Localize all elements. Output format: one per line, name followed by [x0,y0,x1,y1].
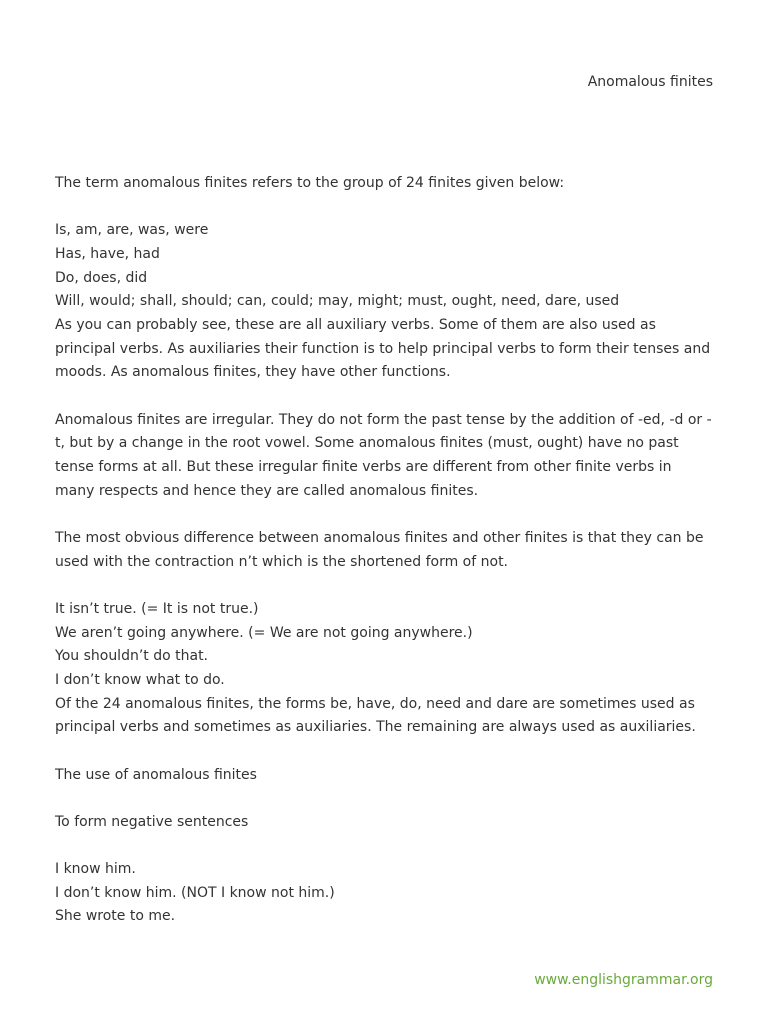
irregular-paragraph: Anomalous finites are irregular. They do not form the past tense by the addition of -ed, -d or -t, but by a change in the root vowel. Some anomalous finites (must, ought) have no past tense forms at all. But these irregular finite verbs are different from other finite verbs in many respects and hence they are called anomalous finites. [55,411,712,499]
example-sentence: She wrote to me. [55,908,176,925]
example-sentence: I don’t know him. (NOT I know not him.) [55,884,335,901]
contraction-paragraph: The most obvious difference between anomalous finites and other finites is that they can be used with the contraction n’t which is the shortened form of not. [55,529,704,570]
example-sentence: It isn’t true. (= It is not true.) [55,600,259,617]
example-sentence: I don’t know what to do. [55,671,225,688]
section-heading-use: The use of anomalous finites [55,766,257,783]
auxiliary-verbs-paragraph: As you can probably see, these are all auxiliary verbs. Some of them are also used as principal verbs. As auxiliaries their function is to help principal verbs to form their tenses and moods. As anomalous finites, they have other functions. [55,317,711,381]
example-sentence: I know him. [55,860,136,877]
list-item: Do, does, did [55,269,148,286]
article-body [55,172,715,929]
example-sentence: We aren’t going anywhere. (= We are not going anywhere.) [55,624,473,641]
spacer [55,740,715,764]
spacer [55,574,715,598]
page-footer [534,971,713,989]
spacer [55,385,715,409]
usage-paragraph: Of the 24 anomalous finites, the forms be, have, do, need and dare are sometimes used as principal verbs and sometimes as auxiliaries. The remaining are always used as auxiliaries. [55,695,696,736]
footer-site-link[interactable]: www.englishgrammar.org [534,972,713,988]
list-item: Is, am, are, was, were [55,222,209,239]
list-item: Will, would; shall, should; can, could; may, might; must, ought, need, dare, used [55,293,620,310]
intro-paragraph: The term anomalous finites refers to the group of 24 finites given below: [55,175,565,191]
page-header-title: Anomalous finites [587,74,713,90]
spacer [55,196,715,220]
spacer [55,787,715,811]
spacer [55,834,715,858]
section-heading-negative: To form negative sentences [55,813,249,830]
list-item: Has, have, had [55,245,160,262]
example-sentence: You shouldn’t do that. [55,648,209,665]
spacer [55,503,715,527]
